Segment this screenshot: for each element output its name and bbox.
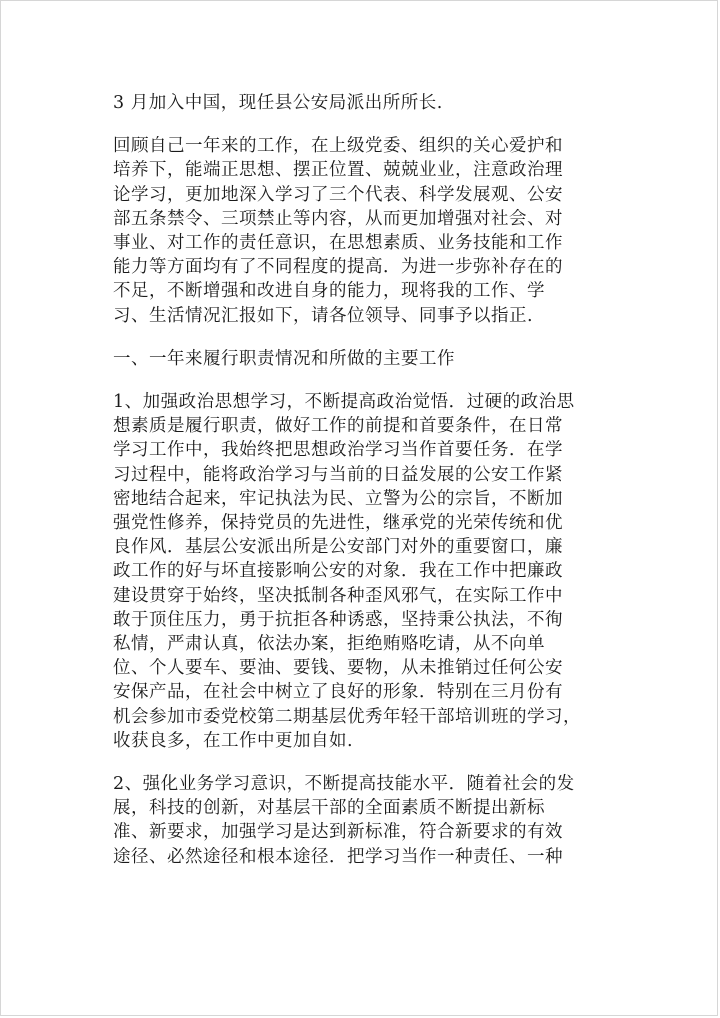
text-line: 展，科技的创新，对基层干部的全面素质不断提出新标 (113, 798, 545, 819)
item-1-paragraph (113, 390, 613, 753)
intro-paragraph (113, 91, 613, 115)
text-line: 想素质是履行职责，做好工作的前提和首要条件，在日常 (113, 416, 563, 437)
text-line: 习过程中，能将政治学习与当前的日益发展的公安工作紧 (113, 464, 563, 485)
text-line: 事业、对工作的责任意识，在思想素质、业务技能和工作 (113, 233, 563, 254)
text-line: 部五条禁令、三项禁止等内容，从而更加增强对社会、对 (113, 208, 563, 229)
text-line: 安保产品，在社会中树立了良好的形象．特别在三月份有 (113, 682, 563, 703)
text-line: 政工作的好与坏直接影响公安的对象．我在工作中把廉政 (113, 561, 563, 582)
text-line: 不足，不断增强和改进自身的能力，现将我的工作、学 (113, 281, 545, 302)
section-heading (113, 347, 613, 371)
text-line: 机会参加市委党校第二期基层优秀年轻干部培训班的学习， (113, 706, 581, 727)
text-line: 培养下，能端正思想、摆正位置、兢兢业业，注意政治理 (113, 160, 563, 181)
text-line: 密地结合起来，牢记执法为民、立警为公的宗旨，不断加 (113, 488, 563, 509)
text-line: 敢于顶住压力，勇于抗拒各种诱惑，坚持秉公执法，不徇 (113, 609, 563, 630)
text-line: 位、个人要车、要油、要钱、要物，从未推销过任何公安 (113, 658, 563, 679)
text-line: 强党性修养，保持党员的先进性，继承党的光荣传统和优 (113, 513, 563, 534)
text-line: 准、新要求，加强学习是达到新标准，符合新要求的有效 (113, 822, 563, 843)
review-paragraph (113, 134, 613, 328)
text-line: 2、强化业务学习意识，不断提高技能水平．随着社会的发 (113, 774, 575, 795)
text-line: 良作风．基层公安派出所是公安部门对外的重要窗口，廉 (113, 537, 563, 558)
text-line: 私情，严肃认真，依法办案，拒绝贿赂吃请，从不向单 (113, 634, 545, 655)
text-line: 一、一年来履行职责情况和所做的主要工作 (113, 348, 455, 369)
text-line: 1、加强政治思想学习，不断提高政治觉悟．过硬的政治思 (113, 392, 575, 413)
document-body (113, 91, 613, 888)
text-line: 建设贯穿于始终，坚决抵制各种歪风邪气，在实际工作中 (113, 585, 563, 606)
text-line: 论学习，更加地深入学习了三个代表、科学发展观、公安 (113, 184, 563, 205)
text-line: 习、生活情况汇报如下，请各位领导、同事予以指正. (113, 305, 534, 326)
text-line: 途径、必然途径和根本途径．把学习当作一种责任、一种 (113, 846, 563, 867)
text-line: 收获良多，在工作中更加自如. (113, 730, 354, 751)
text-line: 3 月加入中国，现任县公安局派出所所长. (113, 93, 443, 113)
text-line: 回顾自己一年来的工作，在上级党委、组织的关心爱护和 (113, 136, 563, 157)
text-line: 学习工作中，我始终把思想政治学习当作首要任务．在学 (113, 440, 563, 461)
item-2-paragraph (113, 772, 613, 869)
text-line: 能力等方面均有了不同程度的提高．为进一步弥补存在的 (113, 257, 563, 278)
